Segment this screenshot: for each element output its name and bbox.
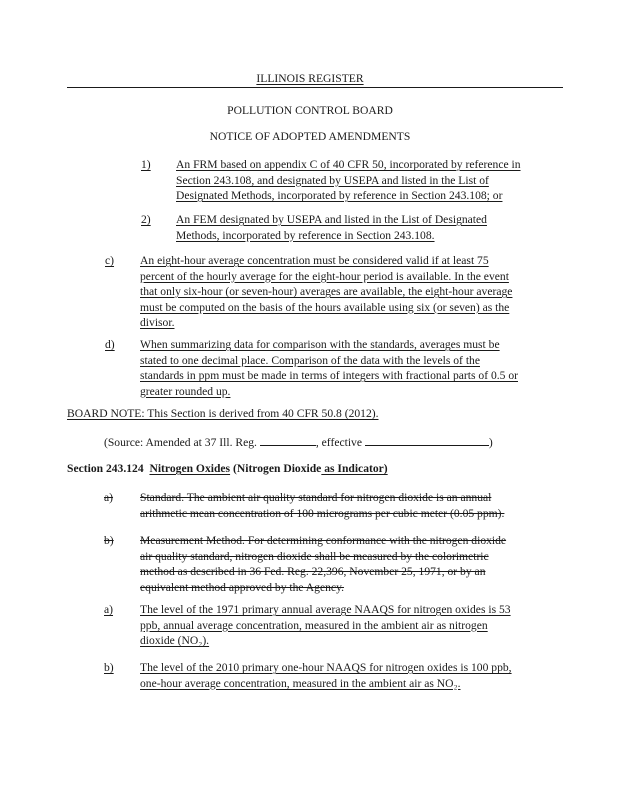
- struck-a-label: a): [104, 491, 114, 504]
- struck-b-label: b): [104, 534, 114, 547]
- source-middle: , effective: [315, 436, 362, 449]
- item-c-text: [140, 253, 512, 331]
- new-a-line: The level of the 1971 primary annual average NAAQS for nitrogen oxides is 53: [140, 603, 511, 616]
- item-1-line: An FRM based on appendix C of 40 CFR 50, incorporated by reference in: [176, 158, 521, 171]
- item-c-line: percent of the hourly average for the eight-hour period is available. In the event: [140, 269, 509, 283]
- section-title-b: (Nitrogen Dioxide: [232, 462, 322, 475]
- item-2-line: An FEM designated by USEPA and listed in the List of Designated: [176, 213, 487, 226]
- new-b-text: [140, 660, 512, 691]
- notice-title: NOTICE OF ADOPTED AMENDMENTS: [209, 130, 411, 143]
- new-a-text: [140, 602, 511, 649]
- new-a-line: ppb, annual average concentration, measured in the ambient air as nitrogen: [140, 618, 488, 632]
- agency-title: POLLUTION CONTROL BOARD: [227, 104, 393, 117]
- new-a-line: dioxide (NO₂).: [140, 634, 210, 647]
- struck-a-line: Standard. The ambient air quality standard for nitrogen dioxide is an annual: [140, 491, 492, 504]
- new-b-line: one-hour average concentration, measured in the ambient air as NO₂.: [140, 676, 461, 690]
- struck-a-line: arithmetic mean concentration of 100 micrograms per cubic meter (0.05 ppm).: [140, 506, 505, 520]
- item-c-line: that only six-hour (or seven-hour) averages are available, the eight-hour average: [140, 285, 513, 298]
- item-d-line: When summarizing data for comparison with the standards, averages must be: [140, 338, 500, 351]
- item-1-line: Section 243.108, and designated by USEPA and listed in the List of: [176, 173, 489, 187]
- item-2-line: Methods, incorporated by reference in Section 243.108.: [176, 228, 435, 242]
- new-b-line: The level of the 2010 primary one-hour NAAQS for nitrogen oxides is 100 ppb,: [140, 661, 512, 674]
- struck-b-text: [140, 533, 506, 595]
- struck-a-text: [140, 490, 504, 521]
- board-note: BOARD NOTE: This Section is derived from 40 CFR 50.8 (2012).: [67, 407, 379, 420]
- item-d-line: standards in ppm must be made in terms of integers with fractional parts of 0.5 or: [140, 369, 518, 382]
- new-b-label: b): [104, 661, 114, 674]
- source-line: [104, 433, 493, 451]
- item-d-line: stated to one decimal place. Comparison of the data with the levels of the: [140, 353, 480, 367]
- source-prefix: (Source: Amended at 37 Ill. Reg.: [104, 436, 257, 449]
- item-d-label: d): [105, 338, 115, 351]
- source-suffix: ): [488, 436, 493, 449]
- item-c-line: must be computed on the basis of the hours available using six (or seven) as the: [140, 300, 510, 314]
- section-title-a: Nitrogen Oxides: [149, 462, 231, 475]
- section-number: Section 243.124: [67, 462, 144, 475]
- item-1-label: 1): [141, 158, 151, 171]
- item-c-line: divisor.: [140, 316, 175, 329]
- item-2-label: 2): [141, 213, 151, 226]
- struck-b-line: equivalent method approved by the Agency.: [140, 580, 345, 594]
- effective-blank: [365, 433, 489, 446]
- struck-b-line: method as described in 36 Fed. Reg. 22,396, November 25, 1971, or by an: [140, 565, 486, 578]
- struck-b-line: Measurement Method. For determining conformance with the nitrogen dioxide: [140, 534, 507, 547]
- item-d-line: greater rounded up.: [140, 384, 231, 398]
- new-a-label: a): [104, 603, 114, 616]
- header-rule: [67, 87, 563, 88]
- register-title: ILLINOIS REGISTER: [256, 72, 364, 85]
- struck-b-line: air quality standard, nitrogen dioxide shall be measured by the colorimetric: [140, 549, 489, 563]
- item-2-text: [176, 212, 487, 243]
- section-title-c: as Indicator): [321, 462, 388, 475]
- item-1-text: [176, 157, 521, 204]
- section-heading: [67, 461, 388, 477]
- item-d-text: [140, 337, 518, 399]
- item-1-line: Designated Methods, incorporated by reference in Section 243.108; or: [176, 189, 503, 202]
- reg-blank: [260, 433, 316, 446]
- item-c-line: An eight-hour average concentration must be considered valid if at least 75: [140, 254, 489, 267]
- item-c-label: c): [105, 254, 115, 267]
